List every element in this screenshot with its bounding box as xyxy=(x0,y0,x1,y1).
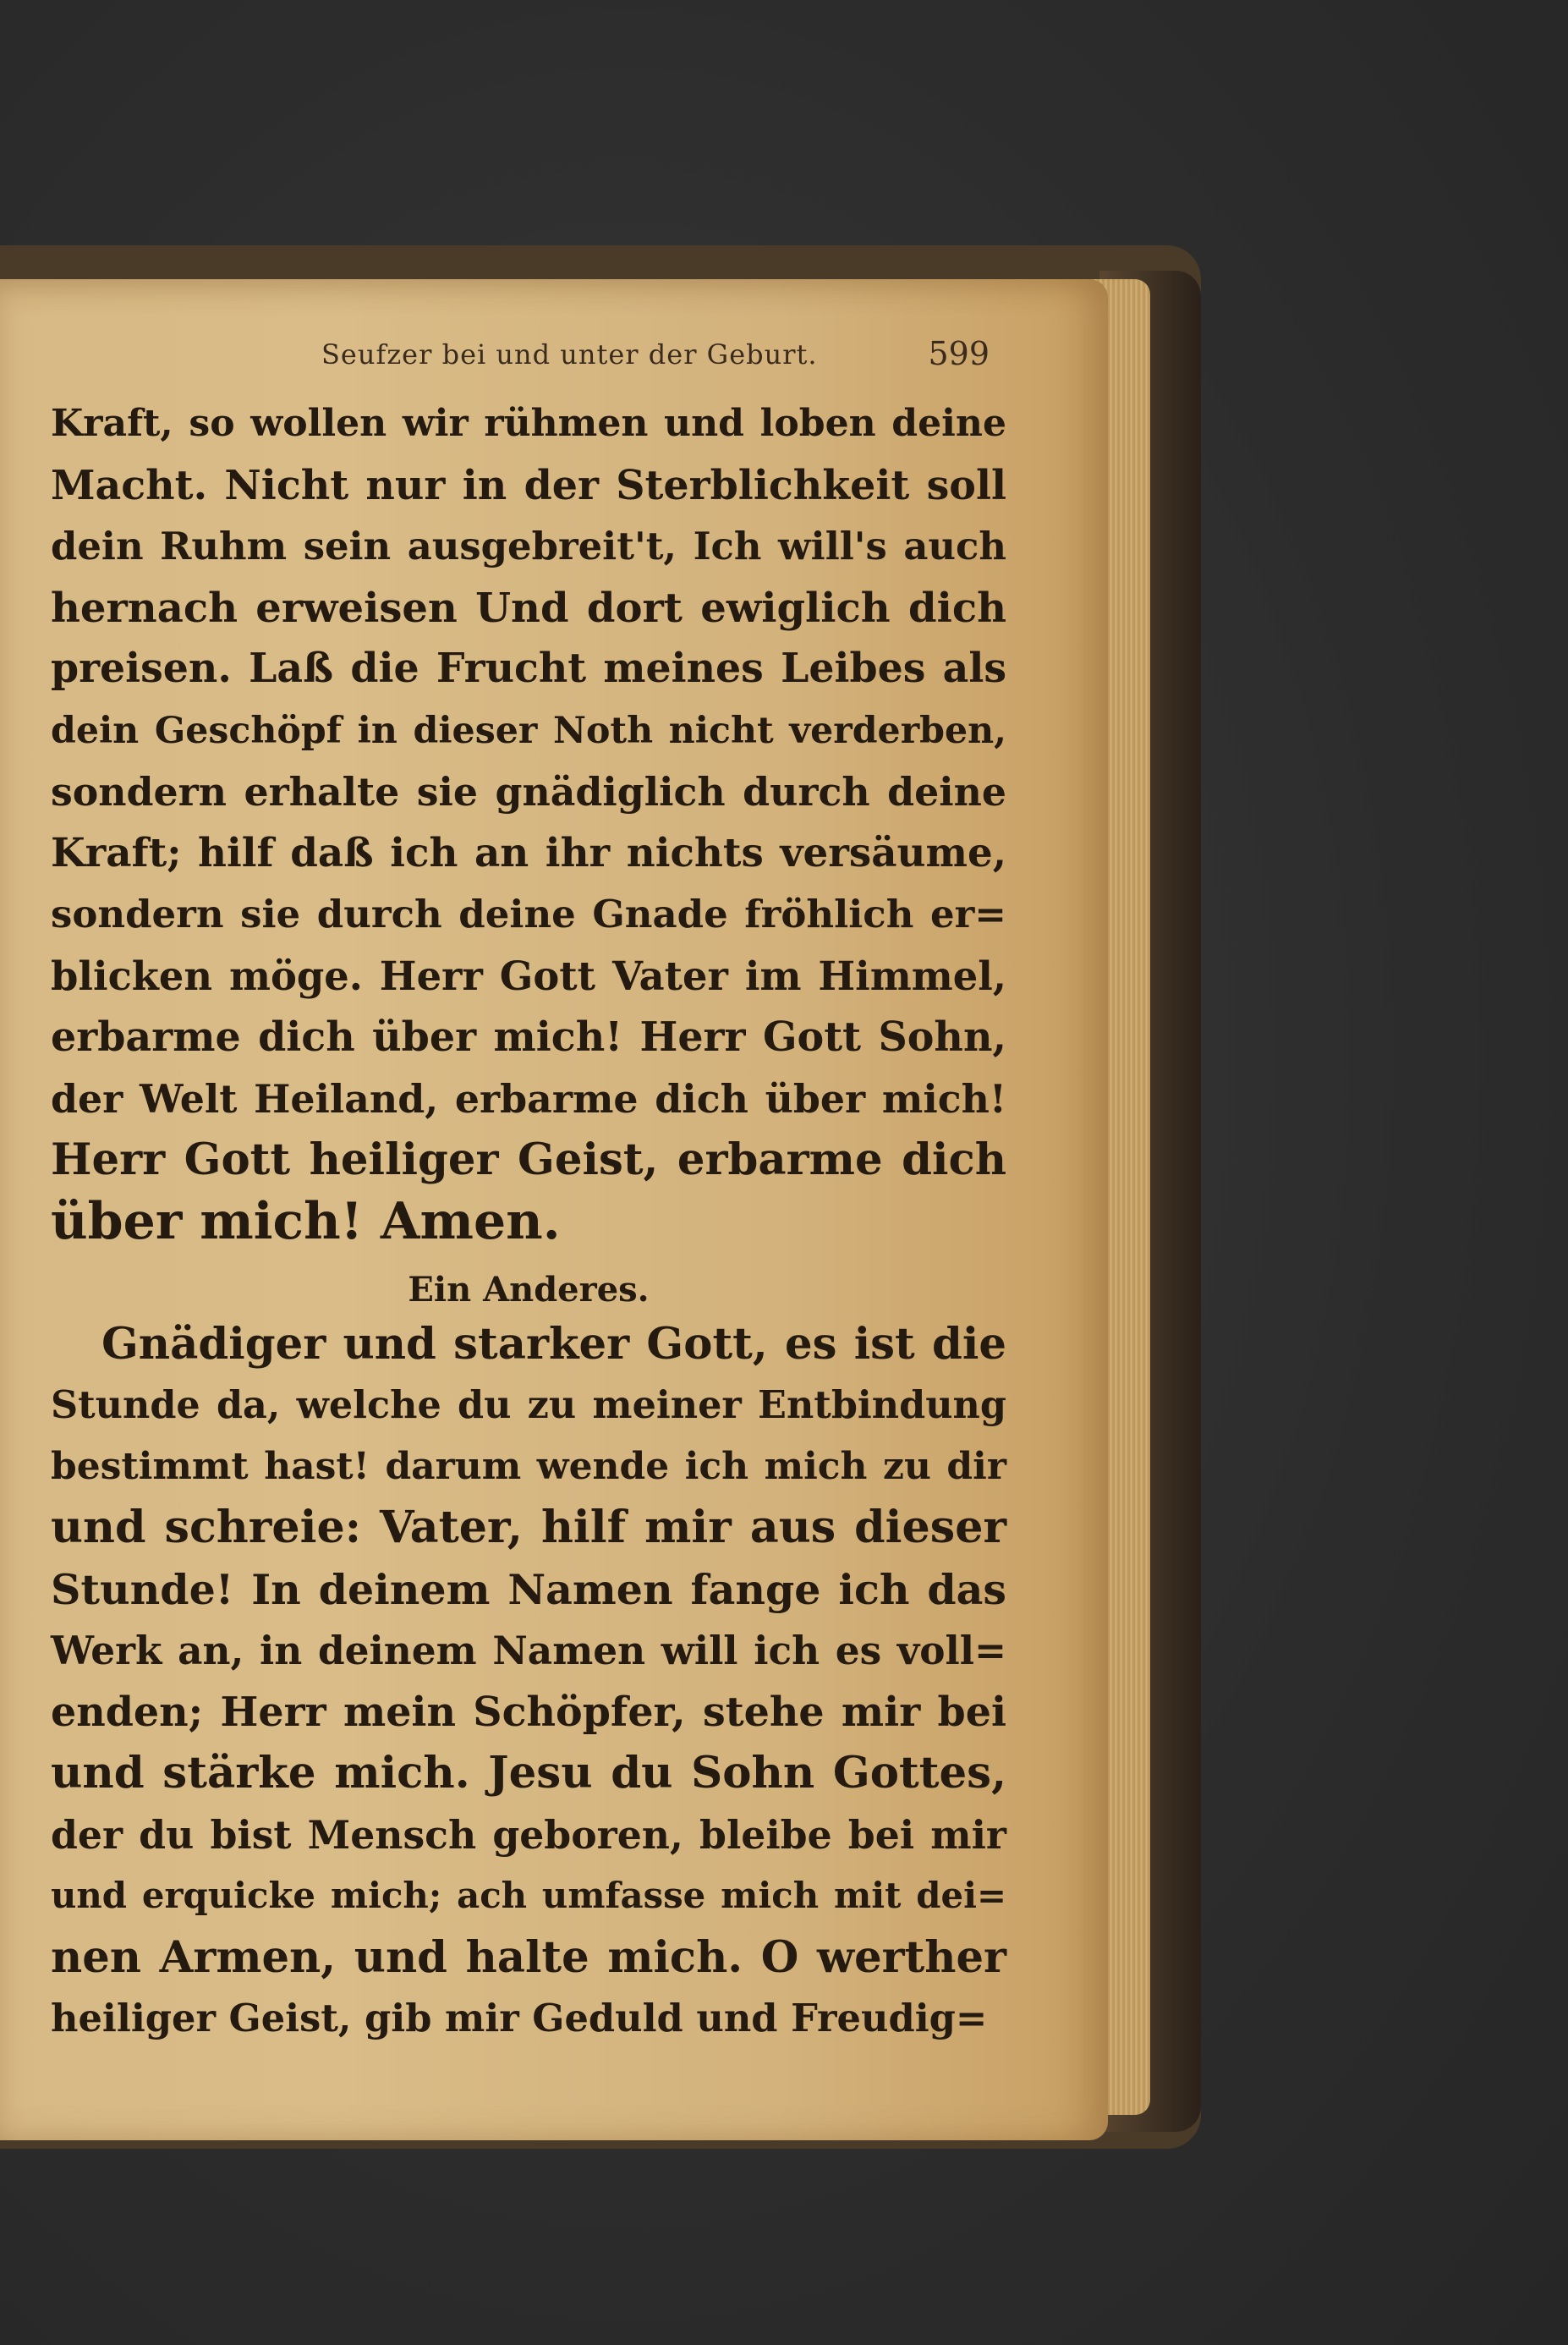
text-line: erbarme dich über mich! Herr Gott Sohn, xyxy=(51,1013,1006,1061)
text-line: Werk an, in deinem Namen will ich es voll= xyxy=(51,1628,1006,1673)
page-number: 599 xyxy=(928,335,990,372)
text-line: bestimmt hast! darum wende ich mich zu dir xyxy=(51,1444,1006,1488)
text-line: dein Geschöpf in dieser Noth nicht verderben, xyxy=(51,709,1006,752)
text-line: Stunde da, welche du zu meiner Entbindung xyxy=(51,1383,1006,1427)
text-line: sondern erhalte sie gnädiglich durch deine xyxy=(51,769,1006,815)
text-line: dein Ruhm sein ausgebreit't, Ich will's auch xyxy=(51,524,1006,568)
paragraph-2 xyxy=(51,1314,1006,2050)
text-line: Macht. Nicht nur in der Sterblichkeit soll xyxy=(51,461,1006,509)
text-line: heiliger Geist, gib mir Geduld und Freudig= xyxy=(51,1996,988,2040)
section-heading: Ein Anderes. xyxy=(408,1270,650,1310)
text-line: der Welt Heiland, erbarme dich über mich! xyxy=(51,1075,1006,1122)
text-line: sondern sie durch deine Gnade fröhlich er= xyxy=(51,892,1006,936)
text-line: Herr Gott heiliger Geist, erbarme dich xyxy=(51,1134,1006,1185)
running-head: Seufzer bei und unter der Geburt. xyxy=(321,338,818,371)
text-line: Gnädiger und starker Gott, es ist die xyxy=(101,1318,1006,1370)
text-line: preisen. Laß die Frucht meines Leibes als xyxy=(51,645,1006,692)
text-line: blicken möge. Herr Gott Vater im Himmel, xyxy=(51,952,1006,999)
text-line: und schreie: Vater, hilf mir aus dieser xyxy=(51,1502,1006,1553)
text-line: der du bist Mensch geboren, bleibe bei mir xyxy=(51,1811,1006,1858)
paragraph-1 xyxy=(51,393,1006,1252)
text-line: und erquicke mich; ach umfasse mich mit dei= xyxy=(51,1875,1006,1916)
page-header xyxy=(321,335,998,381)
text-line: enden; Herr mein Schöpfer, stehe mir bei xyxy=(51,1688,1006,1736)
text-line: nen Armen, und halte mich. O werther xyxy=(51,1931,1006,1983)
text-line: Kraft, so wollen wir rühmen und loben deine xyxy=(51,402,1006,445)
text-line: Stunde! In deinem Namen fange ich das xyxy=(51,1564,1006,1614)
text-line: Kraft; hilf daß ich an ihr nichts versäume, xyxy=(51,829,1006,876)
text-line: und stärke mich. Jesu du Sohn Gottes, xyxy=(51,1748,1006,1799)
text-line: über mich! Amen. xyxy=(51,1191,561,1251)
page-body xyxy=(51,393,1006,2050)
text-line: hernach erweisen Und dort ewiglich dich xyxy=(51,584,1006,632)
